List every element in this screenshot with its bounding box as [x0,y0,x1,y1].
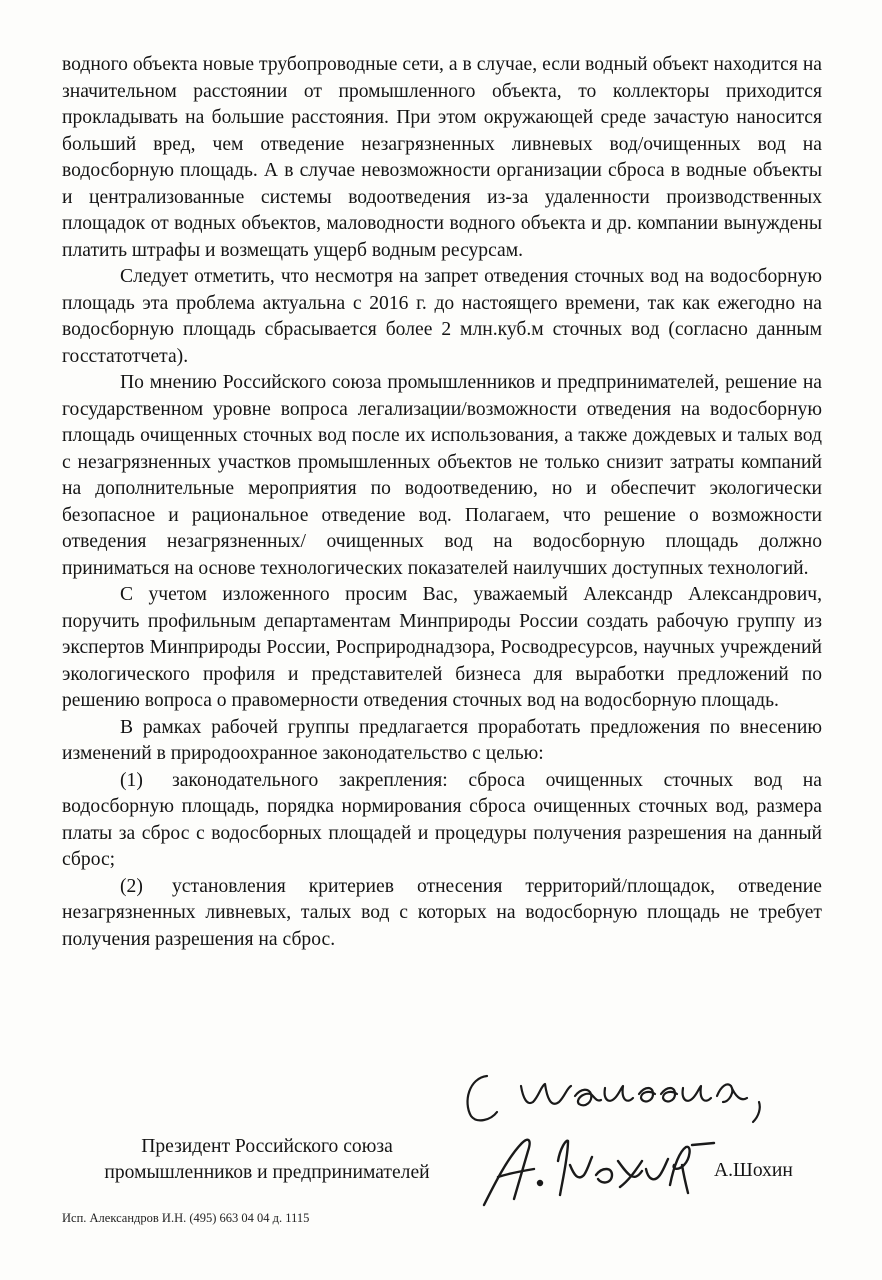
handwritten-closing [455,1062,785,1132]
list-number: (1) [120,769,143,791]
executor-contact: Исп. Александров И.Н. (495) 663 04 04 д. 1115 [62,1211,310,1225]
paragraph-request: С учетом изложенного просим Вас, уважаемый Александр Александрович, поручить профильным департаментам Минприроды России создать рабочую группу из экспертов Минприроды России, Росприроднадзора, Росводресурсов, научных учреждений экологического профиля и представителей бизнеса для выработки предложений по решению вопроса о правомерности отведения сточных вод на водосборную площадь. [62,584,822,711]
signature-image [478,1125,718,1215]
list-item-2 [62,874,822,954]
position-line-2: промышленников и предпринимателей [104,1162,430,1183]
position-line-1: Президент Российского союза [141,1136,393,1157]
paragraph-working-group: В рамках рабочей группы предлагается проработать предложения по внесению изменений в природоохранное законодательство с целью: [62,716,822,764]
paragraph-continuation: водного объекта новые трубопроводные сети, а в случае, если водный объект находится на значительном расстоянии от промышленного объекта, то коллекторы приходится прокладывать на большие расстояния. При этом окружающей среде зачастую наносится больший вред, чем отведение незагрязненных ливневых вод/очищенных вод на водосборную площадь. А в случае невозможности организации сброса в водные объекты и централизованные системы водоотведения из-за удаленности производственных площадок от водных объектов, маловодности водного объекта и др. компании вынуждены платить штрафы и возмещать ущерб водным ресурсам. [62,54,822,261]
signer-position [62,1134,472,1186]
paragraph-statistics: Следует отметить, что несмотря на запрет отведения сточных вод на водосборную площадь эта проблема актуальна с 2016 г. до настоящего времени, так как ежегодно на водосборную площадь сбрасывается более 2 млн.куб.м сточных вод (согласно данным госстатотчета). [62,266,822,367]
list-item-1 [62,768,822,874]
list-text: законодательного закрепления: сброса очищенных сточных вод на водосборную площадь, порядка нормирования сброса очищенных сточных вод, размера платы за сброс с водосборных площадей и процедуры получения разрешения на данный сброс; [62,769,822,870]
list-text: установления критериев отнесения территорий/площадок, отведение незагрязненных ливневых, талых вод с которых на водосборную площадь не требует получения разрешения на сброс. [62,875,822,950]
list-number: (2) [120,875,143,897]
letter-body [62,52,822,953]
paragraph-rspp-opinion: По мнению Российского союза промышленников и предпринимателей, решение на государственном уровне вопроса легализации/возможности отведения на водосборную площадь очищенных сточных вод после их использования, а также дождевых и талых вод с незагрязненных участков промышленных объектов не только снизит затраты компаний на дополнительные мероприятия по водоотведению, но и обеспечит экологически безопасное и рациональное отведение вод. Полагаем, что решение о возможности отведения незагрязненных/ очищенных вод на водосборную площадь должно приниматься на основе технологических показателей наилучших доступных технологий. [62,372,822,579]
signer-name: А.Шохин [714,1160,793,1181]
